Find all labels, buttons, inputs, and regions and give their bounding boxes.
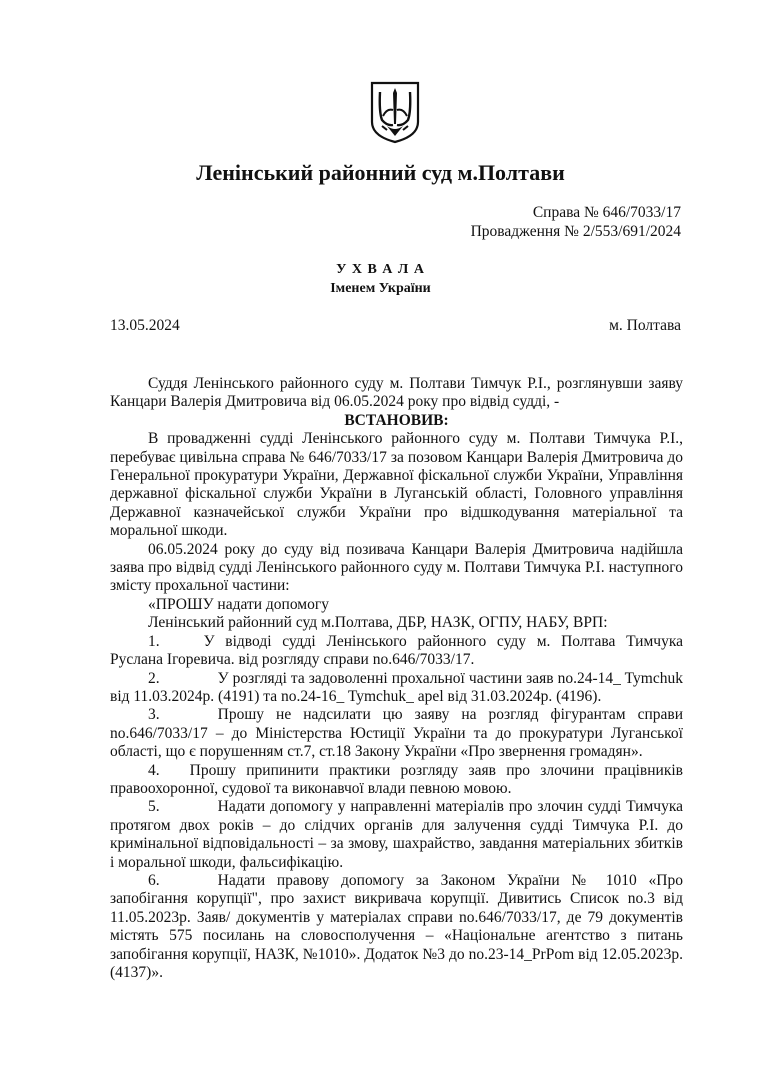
- item-text: Надати правову допомогу за Законом України № 1010 «Про запобігання корупції", про захист викривача корупції. Дивитись Список no.3 від 11.05.2023р. Заяв/ документів у матеріалах справи no.646/7033/17, де 79 документів містять 575 посилань на словосполучення – «Національне агентство з питань запобігання корупції, НАЗК, №1010». Додаток №3 до no.23-14_PrPom від 12.05.2023р. (4137)».: [110, 871, 683, 981]
- court-name: Ленінський районний суд м.Полтави: [196, 160, 565, 185]
- request-item: [110, 872, 683, 982]
- item-number: 2.: [148, 669, 160, 687]
- coat-of-arms-emblem: [369, 80, 421, 144]
- item-number: 3.: [148, 706, 160, 724]
- item-number: 4.: [148, 761, 160, 779]
- request-item: [110, 798, 683, 872]
- request-item: [110, 633, 683, 670]
- item-text: У відводі судді Ленінського районного суду м. Полтава Тимчука Руслана Ігоревича. від розгляду справи no.646/7033/17.: [110, 632, 683, 669]
- decision-subtitle: Іменем України: [330, 281, 431, 296]
- item-text: Прошу не надсилати цю заяву на розгляд фігурантам справи no.646/7033/17 – до Міністерства Юстиції України та до прокуратури Луганської області, що є порушенням ст.7, ст.18 Закону України «Про звернення громадян».: [110, 706, 683, 761]
- document-body: [110, 375, 683, 982]
- paragraph-motion: 06.05.2024 року до суду від позивача Канцари Валерія Дмитровича надійшла заява про відвід судді Ленінського районного суду м. Полтави Тимчука Р.І. наступного змісту прохальної частини:: [110, 540, 683, 595]
- quote-opening: «ПРОШУ надати допомогу: [148, 595, 329, 613]
- item-text: Прошу припинити практики розгляду заяв про злочини працівників правоохоронної, судової та виконавчої влади певною мовою.: [110, 761, 683, 797]
- decision-type: У Х В А Л А: [336, 262, 425, 277]
- established-heading: ВСТАНОВИВ:: [344, 411, 449, 429]
- decision-place: м. Полтава: [609, 317, 681, 334]
- addressees: Ленінський районний суд м.Полтава, ДБР, НАЗК, ОГПУ, НАБУ, ВРП:: [148, 614, 608, 632]
- item-number: 1.: [148, 632, 160, 650]
- intro-paragraph: Суддя Ленінського районного суду м. Полтави Тимчук Р.І., розглянувши заяву Канцари Валерія Дмитровича від 06.05.2024 року про відвід судді, -: [110, 375, 683, 411]
- item-number: 6.: [148, 871, 160, 889]
- item-text: У розгляді та задоволенні прохальної частини заяв no.24-14_ Tymchuk від 11.03.2024р. (4191) та no.24-16_ Tymchuk_ apel від 31.03.2024р. (4196).: [110, 669, 683, 705]
- item-text: Надати допомогу у направленні матеріалів про злочин судді Тимчука протягом двох років – до слідчих органів для залучення судді Тимчука Р.І. до кримінальної відповідальності – за змову, шахрайство, завдання матеріальних збитків і моральної шкоди, фальсифікацію.: [110, 798, 683, 871]
- request-item: [110, 762, 683, 799]
- request-item: [110, 706, 683, 761]
- paragraph-case: В провадженні судді Ленінського районного суду м. Полтави Тимчука Р.І., перебуває цивільна справа № 646/7033/17 за позовом Канцари Валерія Дмитровича до Генеральної прокуратури України, Державної фіскальної служби України, Управління державної фіскальної служби України в Луганській області, Головного управління Державної казначейської служби України про відшкодування матеріальної та моральної шкоди.: [110, 430, 683, 540]
- request-item: [110, 670, 683, 707]
- decision-date: 13.05.2024: [110, 317, 180, 334]
- case-number: Справа № 646/7033/17: [532, 204, 681, 221]
- item-number: 5.: [148, 798, 160, 816]
- proceeding-number: Провадження № 2/553/691/2024: [470, 223, 681, 240]
